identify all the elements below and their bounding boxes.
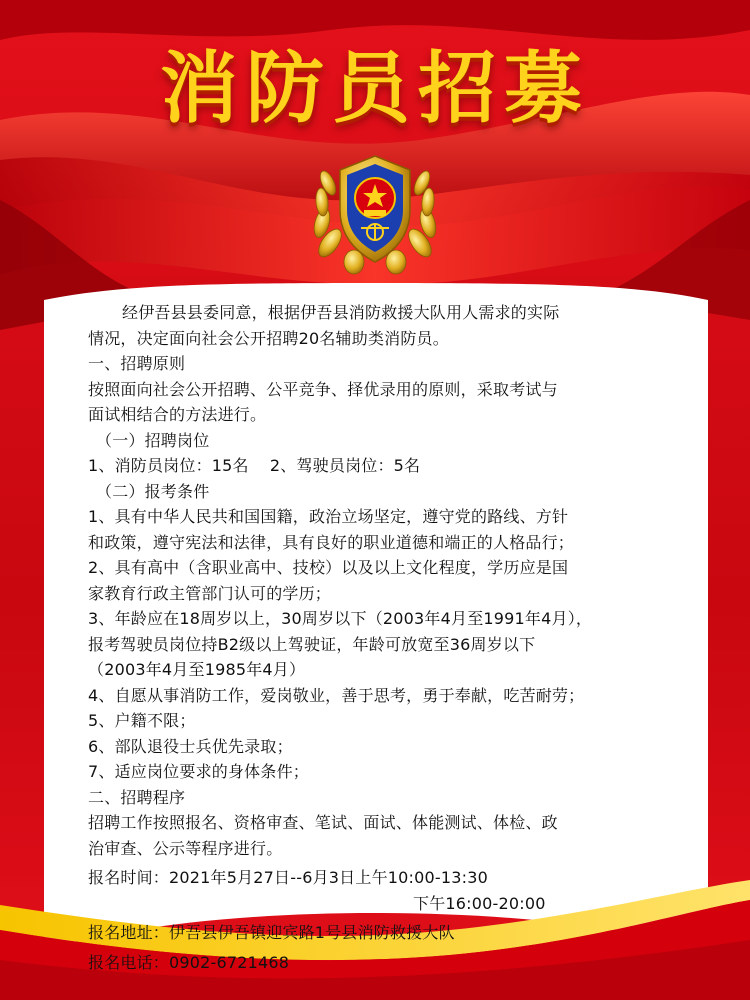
section2-line-1: 招聘工作按照报名、资格审查、笔试、面试、体能测试、体检、政 <box>88 813 558 832</box>
requirement-line-7: （2003年4月至1985年4月） <box>88 660 306 679</box>
requirements-heading: （二）报考条件 <box>96 481 210 501</box>
registration-time-afternoon: 下午16:00-20:00 <box>413 893 546 913</box>
requirement-line-1: 1、具有中华人民共和国国籍，政治立场坚定，遵守党的路线、方针 <box>88 507 569 526</box>
requirement-line-8: 4、自愿从事消防工作，爱岗敬业，善于思考，勇于奉献，吃苦耐劳； <box>88 685 585 705</box>
section1-heading: 一、招聘原则 <box>88 354 186 373</box>
recruitment-content <box>88 300 693 975</box>
section1-line-2: 面试相结合的方法进行。 <box>88 405 267 424</box>
registration-time: 报名时间：2021年5月27日--6月3日上午10:00-13:30 <box>88 868 488 887</box>
requirement-line-9: 5、户籍不限； <box>88 711 196 730</box>
intro-line-2: 情况，决定面向社会公开招聘20名辅助类消防员。 <box>88 328 449 348</box>
section2-heading: 二、招聘程序 <box>88 787 186 807</box>
section1-line-1: 按照面向社会公开招聘、公平竞争、择优录用的原则，采取考试与 <box>88 379 558 399</box>
intro-line-1: 经伊吾县县委同意，根据伊吾县消防救援大队用人需求的实际 <box>122 303 560 322</box>
registration-address: 报名地址：伊吾县伊吾镇迎宾路1号县消防救援大队 <box>88 923 455 942</box>
requirement-line-10: 6、部队退役士兵优先录取； <box>88 736 293 756</box>
positions-heading: （一）招聘岗位 <box>96 430 210 450</box>
requirement-line-4: 家教育行政主管部门认可的学历； <box>88 583 332 603</box>
registration-phone: 报名电话：0902-6721468 <box>88 952 290 972</box>
requirement-line-6: 报考驾驶员岗位持B2级以上驾驶证，年龄可放宽至36周岁以下 <box>88 634 536 654</box>
requirement-line-11: 7、适应岗位要求的身体条件； <box>88 762 309 781</box>
requirement-line-5: 3、年龄应在18周岁以上，30周岁以下（2003年4月至1991年4月）， <box>88 609 593 628</box>
poster-title: 消防员招募 <box>159 44 590 134</box>
requirement-line-2: 和政策，遵守宪法和法律，具有良好的职业道德和端正的人格品行； <box>88 532 575 552</box>
fire-rescue-emblem-icon <box>306 148 444 280</box>
requirement-line-3: 2、具有高中（含职业高中、技校）以及以上文化程度，学历应是国 <box>88 558 569 577</box>
section2-line-2: 治审查、公示等程序进行。 <box>88 838 283 858</box>
positions-line: 1、消防员岗位：15名 2、驾驶员岗位：5名 <box>88 456 421 475</box>
